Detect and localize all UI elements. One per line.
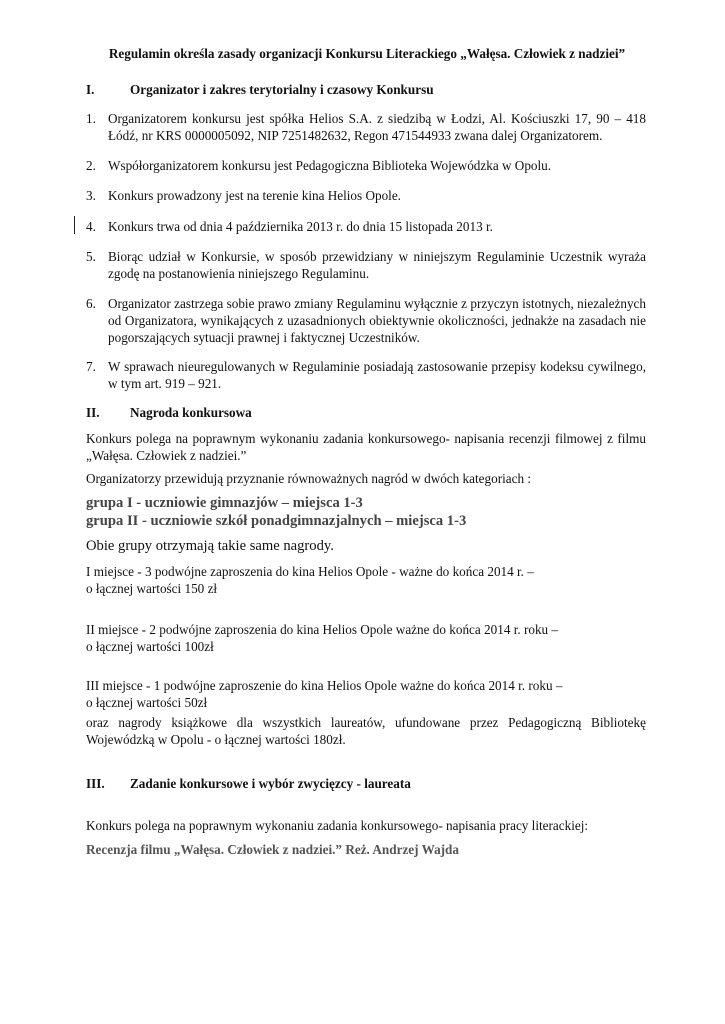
category-group-1: grupa I - uczniowie gimnazjów – miejsca 1-3 bbox=[86, 495, 363, 511]
list-item-text: Organizator zastrzega sobie prawo zmiany Regulaminu wyłącznie z przyczyn istotnych, niezależnych od Organizatora, wynikających z uzasadnionych obiektywnie okoliczności, jednakże na zasadach nie pogorszających sytuacji prawnej i faktycznej Uczestników. bbox=[108, 296, 646, 345]
section-3-intro: Konkurs polega na poprawnym wykonaniu zadania konkursowego- napisania pracy literackiej: bbox=[86, 818, 589, 833]
section-1-number: I. bbox=[86, 82, 95, 97]
section-2-heading bbox=[86, 405, 252, 421]
list-item-text: Organizatorem konkursu jest spółka Helios S.A. z siedzibą w Łodzi, Al. Kościuszki 17, 90 – 418 Łódź, nr KRS 0000005092, NIP 7251482632, Regon 471544933 zwana dalej Organizatorem. bbox=[108, 111, 646, 143]
prize-place-2-line-1: II miejsce - 2 podwójne zaproszenia do kina Helios Opole ważne do końca 2014 r. roku – bbox=[86, 622, 559, 637]
list-item-number: 3. bbox=[86, 188, 96, 203]
section-2-intro: Konkurs polega na poprawnym wykonaniu zadania konkursowego- napisania recenzji filmowej z filmu „Wałęsa. Człowiek z nadziei.” bbox=[86, 431, 646, 463]
list-item bbox=[86, 157, 646, 174]
list-item-number: 7. bbox=[86, 359, 96, 374]
document-title: Regulamin określa zasady organizacji Konkursu Literackiego „Wałęsa. Człowiek z nadziei” bbox=[108, 46, 626, 61]
list-item-text: Biorąc udział w Konkursie, w sposób przewidziany w niniejszym Regulaminie Uczestnik wyraża zgodę na postanowienia niniejszego Regulaminu. bbox=[108, 249, 646, 281]
list-item-text: W sprawach nieuregulowanych w Regulaminie posiadają zastosowanie przepisy kodeksu cywilnego, w tym art. 919 – 921. bbox=[108, 359, 646, 391]
list-item-text: Współorganizatorem konkursu jest Pedagogiczna Biblioteka Wojewódzka w Opolu. bbox=[108, 158, 552, 173]
list-item bbox=[86, 218, 646, 235]
prize-place-3 bbox=[86, 677, 646, 711]
section-3-title: Zadanie konkursowe i wybór zwycięzcy - laureata bbox=[130, 776, 411, 791]
section-3-number: III. bbox=[86, 776, 105, 791]
book-prizes: oraz nagrody książkowe dla wszystkich laureatów, ufundowane przez Pedagogiczną Bibliotekę Wojewódzką w Opolu - o łącznej wartości 180zł. bbox=[86, 715, 646, 747]
list-item-number: 1. bbox=[86, 111, 96, 126]
section-2-number: II. bbox=[86, 405, 100, 420]
list-item-text: Konkurs prowadzony jest na terenie kina Helios Opole. bbox=[108, 188, 401, 203]
list-item-text: Konkurs trwa od dnia 4 października 2013 r. do dnia 15 listopada 2013 r. bbox=[108, 219, 493, 234]
prize-place-3-line-2: o łącznej wartości 50zł bbox=[86, 695, 208, 710]
prize-place-1-line-1: I miejsce - 3 podwójne zaproszenia do kina Helios Opole - ważne do końca 2014 r. – bbox=[86, 564, 534, 579]
list-item bbox=[86, 295, 646, 346]
revision-bar bbox=[74, 216, 75, 234]
section-3-heading bbox=[86, 776, 411, 792]
section-1-title: Organizator i zakres terytorialny i czasowy Konkursu bbox=[130, 82, 434, 97]
prize-place-2 bbox=[86, 621, 646, 655]
section-2-title: Nagroda konkursowa bbox=[130, 405, 252, 420]
list-item-number: 2. bbox=[86, 158, 96, 173]
same-prizes-note: Obie grupy otrzymają takie same nagrody. bbox=[86, 538, 334, 554]
category-group-2: grupa II - uczniowie szkół ponadgimnazjalnych – miejsca 1-3 bbox=[86, 513, 467, 529]
list-item-number: 4. bbox=[86, 219, 96, 234]
prize-place-2-line-2: o łącznej wartości 100zł bbox=[86, 639, 214, 654]
list-item bbox=[86, 248, 646, 282]
film-review-title: Recenzja filmu „Wałęsa. Człowiek z nadziei.” Reż. Andrzej Wajda bbox=[86, 842, 459, 857]
prize-place-1 bbox=[86, 563, 646, 597]
prize-place-3-line-1: III miejsce - 1 podwójne zaproszenie do kina Helios Opole ważne do końca 2014 r. roku – bbox=[86, 678, 563, 693]
prizes-intro: Organizatorzy przewidują przyznanie równoważnych nagród w dwóch kategoriach : bbox=[86, 471, 532, 486]
list-item bbox=[86, 187, 646, 204]
prize-place-1-line-2: o łącznej wartości 150 zł bbox=[86, 581, 218, 596]
list-item bbox=[86, 110, 646, 144]
list-item-number: 6. bbox=[86, 296, 96, 311]
list-item bbox=[86, 358, 646, 392]
section-1-heading bbox=[86, 82, 434, 98]
list-item-number: 5. bbox=[86, 249, 96, 264]
